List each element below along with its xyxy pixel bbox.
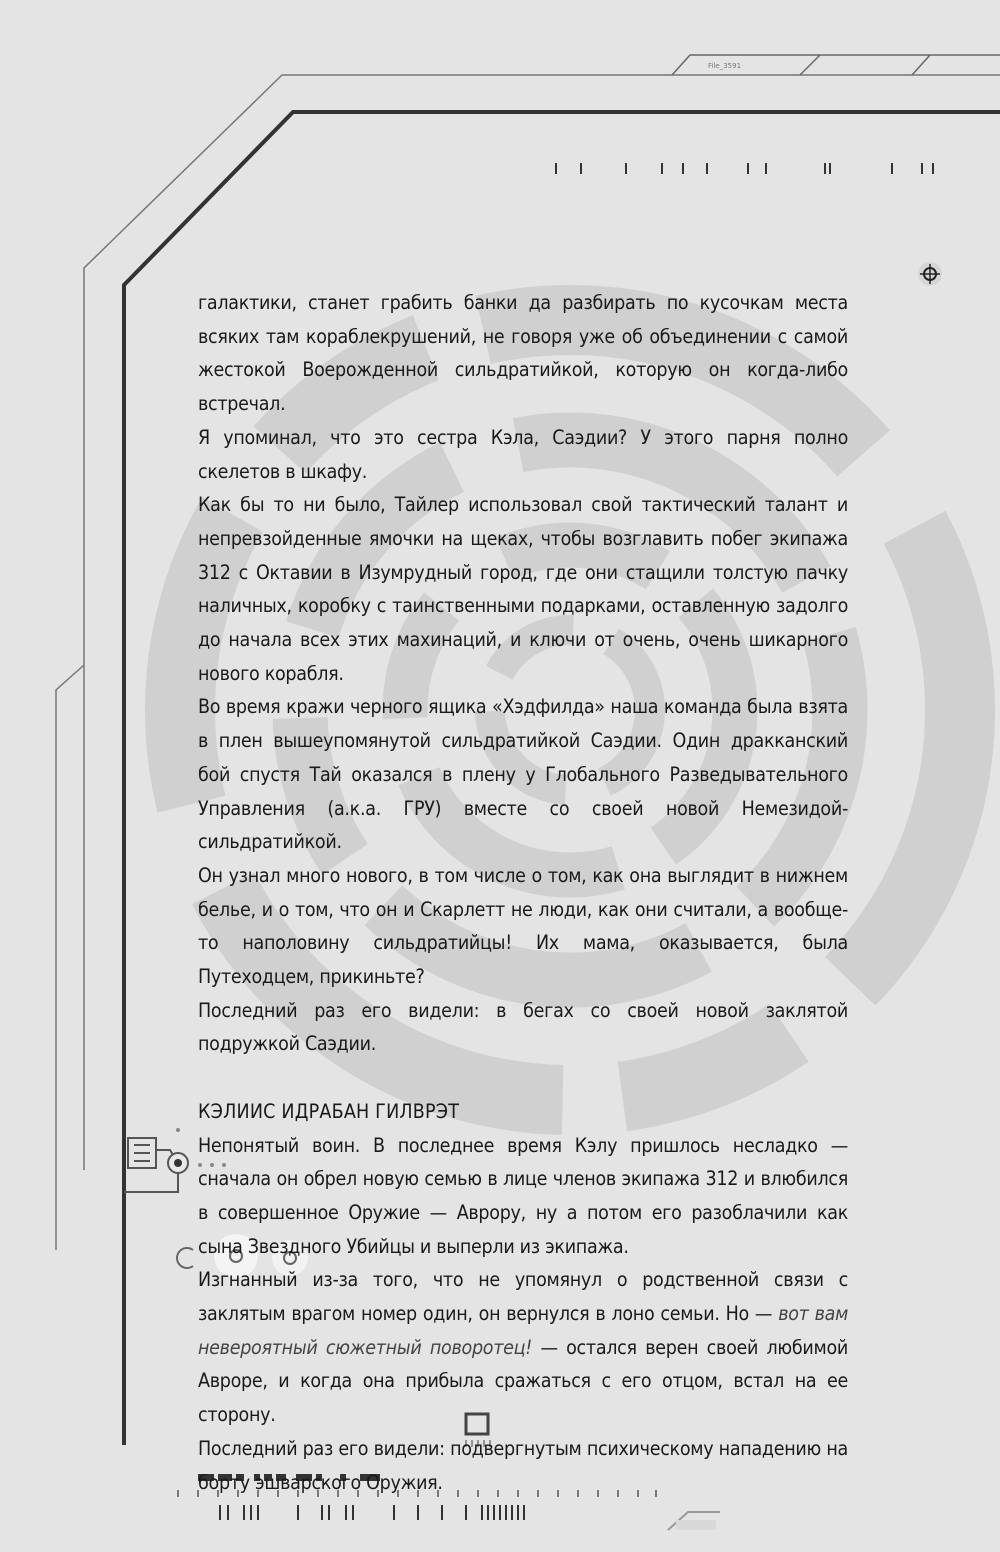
paragraph: [198, 1263, 848, 1432]
bottom-ticks: [220, 1505, 524, 1520]
page-body-text: [198, 286, 848, 1499]
paragraph-text: — остался верен своей любимой Авроре, и когда она прибыла сражаться с его отцом, встал на ее сторону.: [198, 1335, 848, 1427]
paragraph: Я упоминал, что это сестра Кэла, Саэдии? У этого парня полно скелетов в шкафу.: [198, 425, 848, 483]
file-label: File_3591: [708, 62, 742, 70]
crosshair-icon: [918, 262, 942, 286]
tick-marks-top: [556, 163, 933, 174]
paragraph: Он узнал много нового, в том числе о том, как она выглядит в нижнем белье, и о том, что он и Скарлетт не люди, как они считали, а вообще-то наполовину сильдратийцы! Их мама, оказывается, была Путеходцем, прикиньте?: [198, 863, 848, 989]
paragraph-gap: [198, 1061, 848, 1095]
paragraph: Непонятый воин. В последнее время Кэлу пришлось несладко — сначала он обрел новую семью в лице членов экипажа 312 и влюбился в совершенное Оружие — Аврору, ну а потом его разоблачили как сына Звездного Убийцы и выперли из экипажа.: [198, 1133, 848, 1258]
paragraph-text: Изгнанный из-за того, что не упомянул о родственной связи с заклятым врагом номер один, он вернулся в лоно семьи. Но —: [198, 1268, 848, 1326]
paragraph: Как бы то ни было, Тайлер использовал свой тактический талант и непревзойденные ямочки на щеках, чтобы возглавить побег экипажа 312 с Октавии в Изумрудный город, где они стащили толстую пачку наличных, коробку с таинственными подарками, оставленную задолго до начала всех этих махинаций, и ключи от очень, очень шикарного нового корабля.: [198, 493, 848, 685]
italic-aside: вот вам невероятный сюжетный поворотец!: [198, 1302, 849, 1359]
section-heading: КЭЛИИС ИДРАБАН ГИЛВРЭТ: [198, 1099, 460, 1123]
corner-bracket: [668, 1512, 720, 1530]
paragraph: Последний раз его видели: подвергнутым психическому нападению на борту эшварского Оружия.: [198, 1436, 848, 1494]
paragraph: Последний раз его видели: в бегах со своей новой заклятой подружкой Саэдии.: [198, 998, 848, 1056]
paragraph: Во время кражи черного ящика «Хэдфилда» наша команда была взята в плен вышеупомянутой сильдратийкой Саэдии. Один дракканский бой спустя Тай оказался в плену у Глобального Разведывательного Управления (а.к.а. ГРУ) вместе со своей новой Немезидой-сильдратийкой.: [198, 695, 848, 854]
paragraph: галактики, станет грабить банки да разбирать по кусочкам места всяких там кораблекрушений, не говоря уже об объединении с самой жестокой Воерожденной сильдратийкой, которую он когда-либо встречал.: [198, 291, 848, 416]
